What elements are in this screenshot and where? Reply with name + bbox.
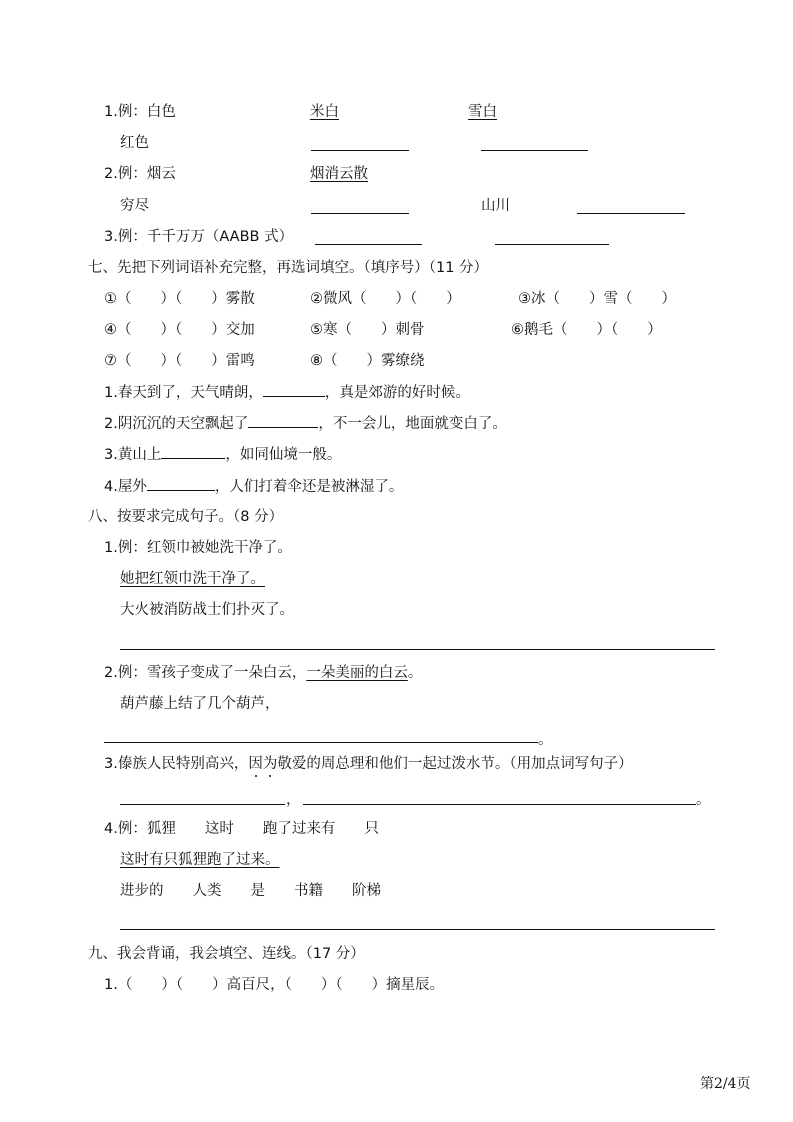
- s8-q1-answer: 她把红领巾洗干净了。: [120, 571, 265, 587]
- answer-blank[interactable]: [577, 213, 685, 214]
- fill-q2: [104, 413, 507, 434]
- s8-q3-b: 敬爱的周总理和他们一起过泼水节。（用加点词写句子）: [277, 756, 633, 772]
- answer-line[interactable]: [120, 804, 285, 805]
- s8-q2-end: 。: [407, 665, 423, 681]
- fill-q1: [104, 382, 470, 403]
- s8-q4: 4.例：狐狸 这时 跑了过来有 只: [104, 821, 379, 837]
- s8-q1: 1.例：红领巾被她洗干净了。: [104, 540, 292, 556]
- q2-example: 烟消云散: [310, 166, 368, 182]
- idiom-item: ⑦（ ）（ ）雷鸣: [104, 353, 255, 369]
- dotted-word: 为: [262, 756, 278, 772]
- idiom-item: ①（ ）（ ）雾散: [104, 291, 255, 307]
- answer-line[interactable]: [303, 804, 696, 805]
- q2-word-2: 山川: [481, 198, 510, 214]
- fill-q2-a: 2.阴沉沉的天空飘起了: [104, 416, 249, 432]
- answer-blank[interactable]: [248, 413, 318, 428]
- q2-label: 2.例：烟云: [104, 166, 176, 182]
- s8-q3-comma: ，: [286, 792, 301, 808]
- fill-q3-b: ，如同仙境一般。: [225, 447, 342, 463]
- answer-line[interactable]: [104, 742, 538, 743]
- idiom-item: ⑤寒（ ）刺骨: [310, 322, 425, 338]
- idiom-item: ⑥鹅毛（ ）（ ）: [511, 322, 662, 338]
- answer-blank[interactable]: [161, 444, 225, 459]
- s8-q3: [104, 754, 633, 774]
- answer-blank[interactable]: [263, 382, 325, 397]
- section-9-title: 九、我会背诵，我会填空、连线。（17 分）: [88, 946, 365, 962]
- idiom-item: ②微风（ ）（ ）: [310, 291, 461, 307]
- fill-q4: [104, 476, 403, 497]
- q1-example-1: 米白: [310, 104, 339, 120]
- fill-q1-b: ，真是郊游的好时候。: [324, 385, 470, 401]
- fill-q4-b: ，人们打着伞还是被淋湿了。: [214, 479, 404, 495]
- answer-blank[interactable]: [495, 244, 609, 245]
- answer-line[interactable]: [120, 649, 715, 650]
- answer-blank[interactable]: [311, 213, 409, 214]
- fill-q3: [104, 444, 341, 465]
- s8-q4-task: 进步的 人类 是 书籍 阶梯: [120, 883, 381, 899]
- q1-word: 红色: [120, 135, 149, 151]
- section-7-title: 七、先把下列词语补充完整，再选词填空。（填序号）（11 分）: [88, 260, 489, 276]
- q2-word-1: 穷尽: [120, 198, 149, 214]
- idiom-item: ④（ ）（ ）交加: [104, 322, 255, 338]
- s8-q2: [104, 663, 422, 683]
- page-number: 第2/4页: [700, 1076, 751, 1092]
- answer-blank[interactable]: [147, 476, 215, 491]
- fill-q4-a: 4.屋外: [104, 479, 147, 495]
- dotted-word: 因: [248, 756, 263, 772]
- answer-blank[interactable]: [481, 150, 588, 151]
- s8-q3-period: 。: [696, 792, 711, 808]
- q1-label: 1.例：白色: [104, 104, 176, 120]
- s8-q3-a: 3.傣族人民特别高兴，: [104, 756, 249, 772]
- s8-q1-task: 大火被消防战士们扑灭了。: [120, 602, 294, 618]
- q3-label: 3.例：千千万万（AABB 式）: [104, 229, 294, 245]
- idiom-item: ⑧（ ）雾缭绕: [310, 353, 425, 369]
- idiom-item: ③冰（ ）雪（ ）: [518, 291, 676, 307]
- fill-q3-a: 3.黄山上: [104, 447, 162, 463]
- q1-example-2: 雪白: [468, 104, 497, 120]
- s8-q2-period: 。: [538, 732, 553, 748]
- fill-q2-b: ，不一会儿，地面就变白了。: [318, 416, 507, 432]
- s8-q4-answer: 这时有只狐狸跑了过来。: [120, 852, 280, 868]
- fill-q1-a: 1.春天到了，天气晴朗，: [104, 385, 263, 401]
- s9-q1: 1.（ ）（ ）高百尺，（ ）（ ）摘星辰。: [104, 977, 445, 993]
- answer-blank[interactable]: [311, 150, 409, 151]
- answer-blank[interactable]: [315, 244, 422, 245]
- s8-q2-a: 2.例：雪孩子变成了一朵白云，: [104, 665, 307, 681]
- answer-line[interactable]: [120, 929, 715, 930]
- s8-q2-task: 葫芦藤上结了几个葫芦，: [120, 696, 280, 712]
- s8-q2-example: 一朵美丽的白云: [306, 665, 408, 681]
- section-8-title: 八、按要求完成句子。（8 分）: [88, 509, 284, 525]
